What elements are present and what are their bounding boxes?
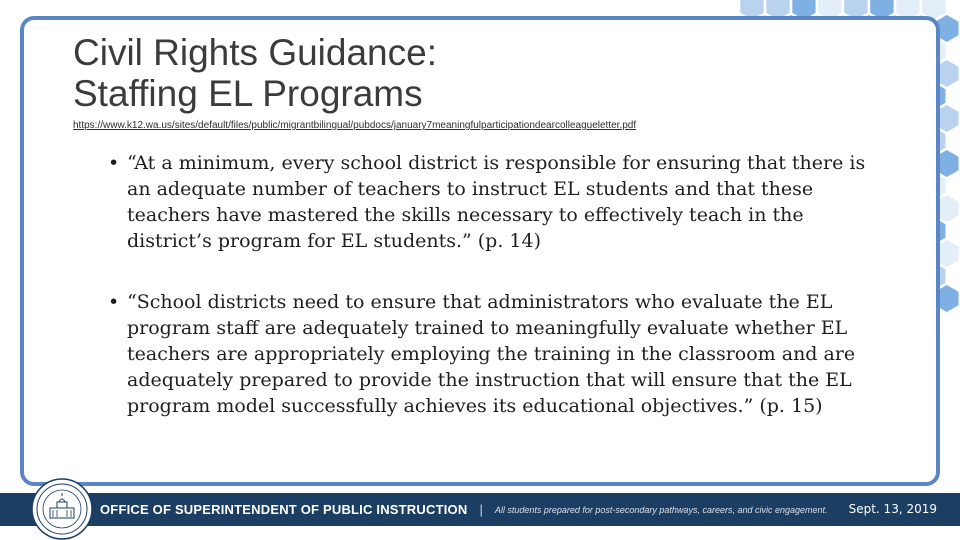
slide-date: Sept. 13, 2019 bbox=[848, 502, 937, 516]
bullet-list bbox=[108, 150, 878, 454]
ospi-seal-logo bbox=[28, 478, 96, 540]
bullet-marker: • bbox=[108, 152, 120, 174]
slide-title: Civil Rights Guidance: Staffing EL Programs bbox=[73, 32, 437, 114]
source-link[interactable]: https://www.k12.wa.us/sites/default/files/public/migrantbilingual/pubdocs/january7meaningfulparticipationdearcolleagueletter.pdf bbox=[73, 120, 637, 131]
bullet-item bbox=[108, 150, 878, 254]
footer-bottom-strip bbox=[0, 526, 960, 540]
footer-bar bbox=[0, 493, 960, 526]
footer-tagline: All students prepared for post-secondary pathways, careers, and civic engagement. bbox=[494, 504, 828, 515]
bullet-text: “At a minimum, every school district is responsible for ensuring that there is an adequate number of teachers to instruct EL students and that these teachers have mastered the skills necessary to effectively teach in the district’s program for EL students.” (p. 14) bbox=[127, 152, 866, 252]
bullet-item bbox=[108, 289, 878, 419]
bullet-text: “School districts need to ensure that administrators who evaluate the EL program staff are adequately trained to meaningfully evaluate whether EL teachers are appropriately employing the training in the classroom and are adequately prepared to provide the instruction that will ensure that the EL program model successfully achieves its educational objectives.” (p. 15) bbox=[127, 291, 856, 417]
bullet-marker: • bbox=[108, 291, 120, 313]
footer-separator: | bbox=[479, 502, 483, 517]
office-name: OFFICE OF SUPERINTENDENT OF PUBLIC INSTRUCTION bbox=[100, 502, 468, 517]
